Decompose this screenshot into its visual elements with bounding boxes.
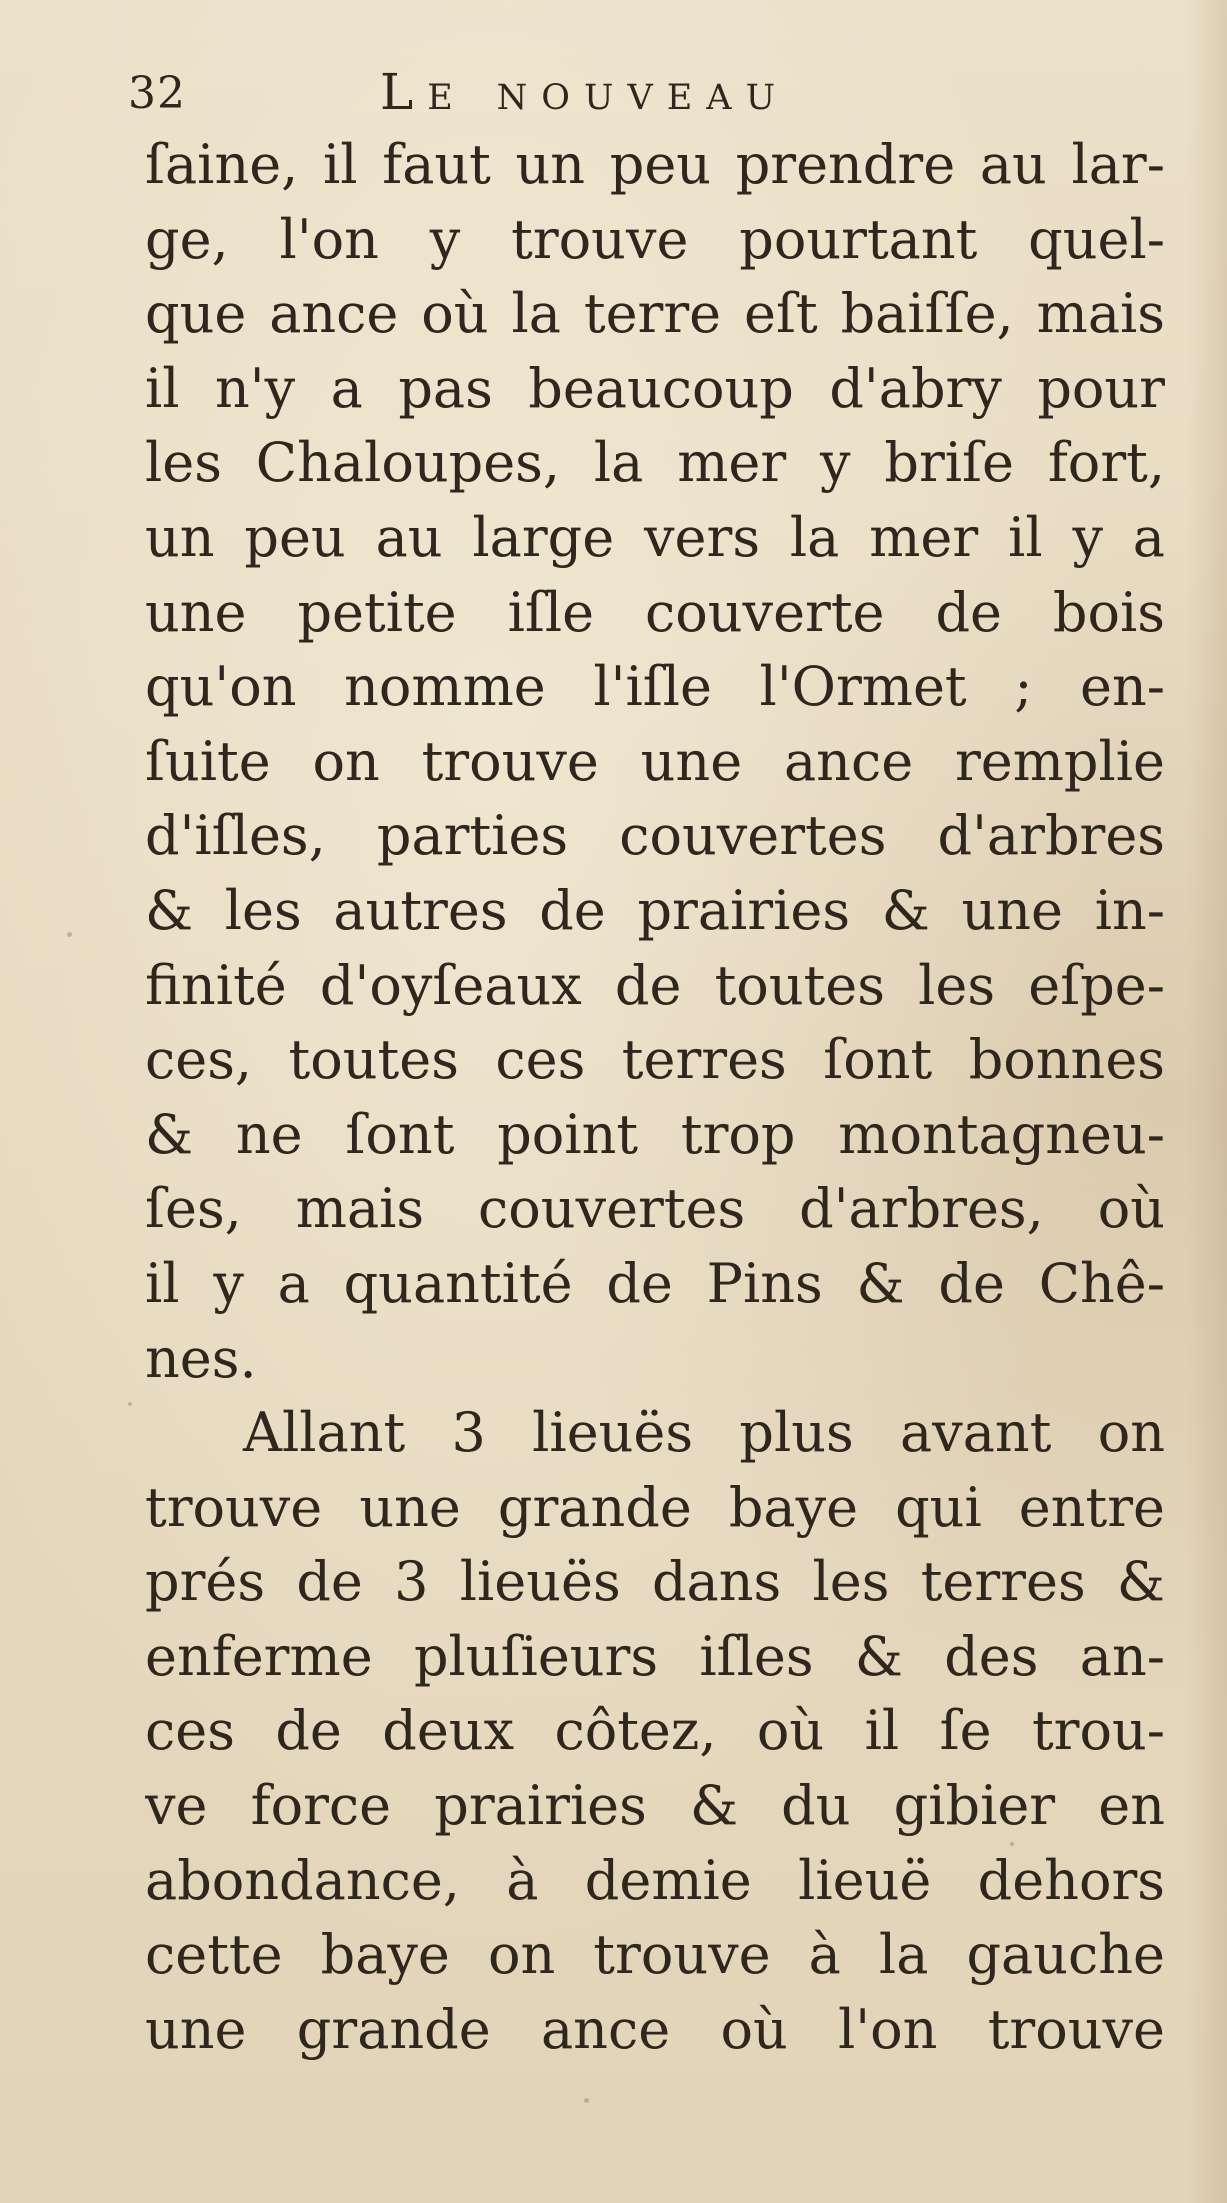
text-line: abondance, à demie lieuë dehors <box>145 1848 1165 1912</box>
text-line: enferme pluſieurs iſles & des an- <box>145 1624 1165 1688</box>
text-line: ſes, mais couvertes d'arbres, où <box>145 1177 1165 1241</box>
paper-blemish <box>584 2098 589 2103</box>
text-line: Allant 3 lieuës plus avant on <box>243 1401 1165 1465</box>
text-line: ſaine, il faut un peu prendre au lar- <box>145 133 1165 196</box>
text-line: cette baye on trouve à la gauche <box>145 1923 1165 1987</box>
page-number: 32 <box>128 68 186 119</box>
paper-blemish <box>128 1402 132 1406</box>
text-line: ces de deux côtez, où il ſe trou- <box>145 1699 1165 1763</box>
paper-blemish <box>1010 1842 1014 1846</box>
body-text <box>145 128 1165 2067</box>
text-line: une grande ance où l'on trouve <box>145 1997 1165 2061</box>
text-line: & les autres de prairies & une in- <box>145 878 1165 942</box>
text-line: finité d'oyſeaux de toutes les eſpe- <box>145 953 1165 1017</box>
text-line: & ne ſont point trop montagneu- <box>145 1102 1165 1166</box>
text-line: ve force prairies & du gibier en <box>145 1774 1165 1838</box>
text-line: une petite iſle couverte de bois <box>145 580 1165 644</box>
text-line: les Chaloupes, la mer y briſe fort, <box>145 431 1165 495</box>
text-line: ſuite on trouve une ance remplie <box>145 729 1165 793</box>
text-line: qu'on nomme l'iſle l'Ormet ; en- <box>145 655 1165 719</box>
text-line: que ance où la terre eſt baiſſe, mais <box>145 282 1165 346</box>
page-edge-shadow <box>1187 0 1227 2203</box>
text-line: nes. <box>145 1326 257 1390</box>
text-line: ces, toutes ces terres ſont bonnes <box>145 1028 1165 1092</box>
text-line: il n'y a pas beaucoup d'abry pour <box>145 356 1165 420</box>
text-line: ge, l'on y trouve pourtant quel- <box>145 207 1165 271</box>
running-head: Le nouveau <box>380 63 790 121</box>
text-line: trouve une grande baye qui entre <box>145 1475 1165 1539</box>
paper-blemish <box>67 932 72 937</box>
text-line: prés de 3 lieuës dans les terres & <box>145 1550 1165 1614</box>
text-line: un peu au large vers la mer il y a <box>145 505 1165 569</box>
text-line: d'iſles, parties couvertes d'arbres <box>145 804 1165 868</box>
text-line: il y a quantité de Pins & de Chê- <box>145 1251 1165 1315</box>
page-header <box>128 60 1168 130</box>
